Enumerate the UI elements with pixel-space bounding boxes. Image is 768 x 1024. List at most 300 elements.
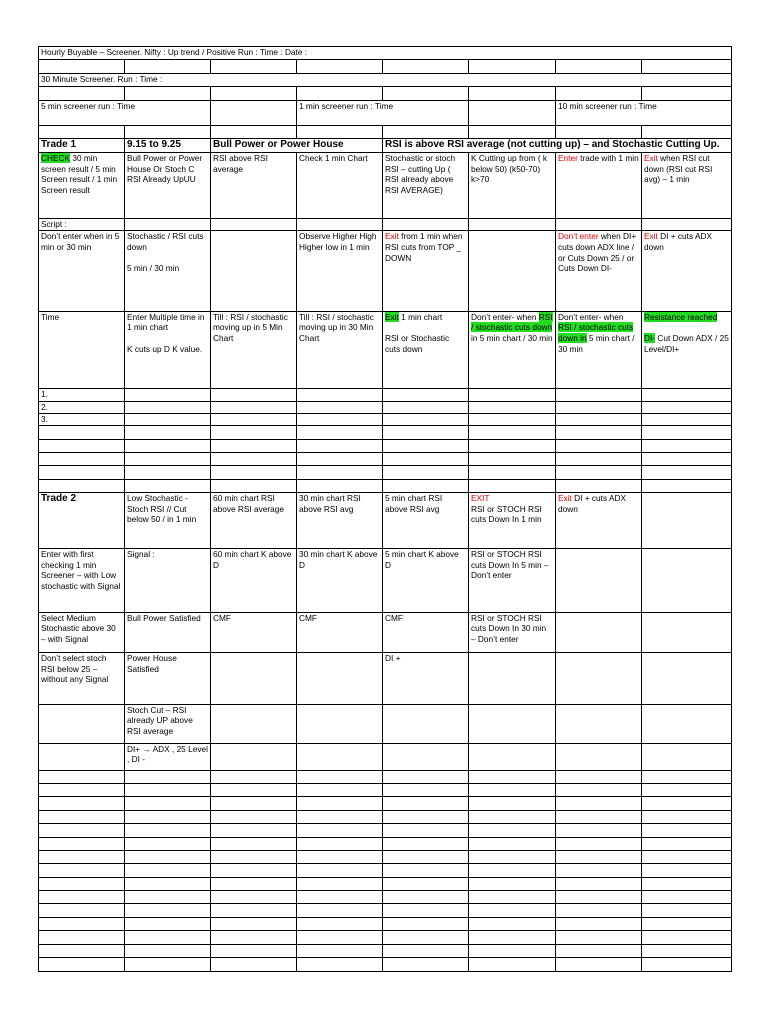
exit-1min-cell: [469, 493, 556, 549]
empty-cell: [39, 944, 125, 957]
exit-label: Exit: [558, 493, 572, 504]
row-number: 1.: [39, 389, 125, 401]
exit-label: Exit: [644, 231, 658, 242]
empty-cell: [556, 87, 642, 100]
empty-cell: [469, 653, 556, 705]
dont-enter-30min-cell: [556, 311, 642, 388]
empty-cell: [469, 87, 556, 100]
empty-cell: [211, 653, 297, 705]
empty-cell: [383, 126, 469, 138]
empty-cell: [642, 479, 732, 492]
empty-cell: [556, 704, 642, 743]
empty-cell: [383, 917, 469, 930]
empty-cell: [556, 864, 642, 877]
enter-first-check-cell: Enter with first checking 1 min Screener – with Low stochastic with Signal: [39, 548, 125, 612]
empty-cell: [125, 783, 211, 796]
empty-cell: [556, 917, 642, 930]
5min-rsi-cell: 5 min chart RSI above RSI avg: [383, 493, 469, 549]
empty-cell: [125, 944, 211, 957]
empty-cell: [556, 931, 642, 944]
empty-cell: [556, 439, 642, 452]
empty-cell: [39, 810, 125, 823]
empty-cell: [383, 770, 469, 783]
row-number: 3.: [39, 413, 125, 425]
dont-enter-text: when DI+ cuts down ADX line / or Cuts Down 25 / or Cuts Down DI-: [558, 231, 637, 274]
cmf-cell: CMF: [211, 612, 297, 652]
empty-cell: [125, 413, 211, 425]
empty-cell: [383, 389, 469, 401]
resistance-cell: [642, 311, 732, 388]
empty-cell: [211, 783, 297, 796]
trade1-bull-power: Bull Power or Power House: [211, 138, 383, 152]
empty-cell: [39, 783, 125, 796]
empty-cell: [125, 60, 211, 73]
screener-sheet: [38, 46, 732, 972]
rsi-cuts-5min-cell: RSI or STOCH RSI cuts Down In 5 min – Don’t enter: [469, 548, 556, 612]
empty-cell: [39, 904, 125, 917]
empty-cell: [383, 783, 469, 796]
row-number: 2.: [39, 401, 125, 413]
empty-cell: [642, 824, 732, 837]
empty-cell: [469, 439, 556, 452]
empty-cell: [383, 810, 469, 823]
empty-cell: [469, 466, 556, 479]
30min-rsi-cell: 30 min chart RSI above RSI avg: [297, 493, 383, 549]
30min-screener-header: 30 Minute Screener. Run : Time :: [39, 73, 732, 86]
empty-cell: [642, 219, 732, 231]
empty-cell: [125, 770, 211, 783]
till-5min-cell: Till : RSI / stochastic moving up in 5 Min Chart: [211, 311, 297, 388]
empty-cell: [211, 231, 297, 311]
empty-cell: [297, 453, 383, 466]
empty-cell: [297, 877, 383, 890]
empty-cell: [297, 743, 383, 770]
empty-cell: [211, 426, 297, 439]
empty-cell: [383, 479, 469, 492]
empty-cell: [297, 704, 383, 743]
check-text: 30 min screen result / 5 min Screen result / 1 min Screen result: [41, 153, 118, 195]
empty-cell: [642, 87, 732, 100]
empty-cell: [297, 783, 383, 796]
empty-cell: [556, 783, 642, 796]
empty-cell: [556, 426, 642, 439]
script-label: Script :: [39, 219, 125, 231]
empty-cell: [211, 413, 297, 425]
dont-enter-label: Don’t enter: [558, 231, 599, 242]
empty-cell: [383, 60, 469, 73]
empty-cell: [211, 60, 297, 73]
empty-cell: [556, 126, 642, 138]
empty-cell: [211, 931, 297, 944]
empty-cell: [211, 389, 297, 401]
empty-cell: [469, 60, 556, 73]
select-medium-stochastic-cell: Select Medium Stochastic above 30 – with Signal: [39, 612, 125, 652]
empty-cell: [125, 864, 211, 877]
empty-cell: [642, 743, 732, 770]
empty-cell: [469, 126, 556, 138]
empty-cell: [125, 891, 211, 904]
empty-cell: [297, 810, 383, 823]
empty-cell: [383, 931, 469, 944]
empty-cell: [469, 704, 556, 743]
empty-cell: [469, 413, 556, 425]
trade1-time-window: 9.15 to 9.25: [125, 138, 211, 152]
exit-label: Exit: [644, 153, 658, 164]
rsi-cuts-highlight: RSI / stochastic cuts down in: [558, 322, 634, 344]
dont-enter-text: Don’t enter- when: [558, 311, 624, 322]
exit-text: RSI or STOCH RSI cuts Down In 1 min: [471, 503, 542, 525]
empty-cell: [211, 87, 297, 100]
empty-cell: [125, 824, 211, 837]
check-1min-cell: Check 1 min Chart: [297, 153, 383, 219]
empty-cell: [125, 850, 211, 863]
empty-cell: [469, 426, 556, 439]
empty-cell: [297, 466, 383, 479]
empty-cell: [383, 877, 469, 890]
empty-cell: [383, 824, 469, 837]
empty-cell: [556, 653, 642, 705]
empty-cell: [556, 770, 642, 783]
empty-cell: [211, 100, 297, 126]
empty-cell: [469, 401, 556, 413]
bull-power-cell: Bull Power or Power House Or Stoch C RSI Already UpUU: [125, 153, 211, 219]
60min-rsi-cell: 60 min chart RSI above RSI average: [211, 493, 297, 549]
empty-cell: [556, 797, 642, 810]
empty-cell: [556, 877, 642, 890]
empty-cell: [383, 837, 469, 850]
empty-cell: [642, 439, 732, 452]
empty-cell: [642, 931, 732, 944]
empty-cell: [642, 837, 732, 850]
empty-cell: [211, 453, 297, 466]
di-plus-cell: DI +: [383, 653, 469, 705]
empty-cell: [297, 479, 383, 492]
dont-enter-5min-cell: [469, 311, 556, 388]
empty-cell: [556, 612, 642, 652]
empty-cell: [211, 797, 297, 810]
empty-cell: [125, 931, 211, 944]
timeframe-text: in 5 min chart / 30 min: [471, 333, 553, 344]
empty-cell: [469, 904, 556, 917]
time-label: Time: [39, 311, 125, 388]
empty-cell: [211, 219, 297, 231]
empty-cell: [556, 904, 642, 917]
empty-cell: [297, 797, 383, 810]
empty-cell: [125, 797, 211, 810]
empty-cell: [211, 743, 297, 770]
signal-label: Signal :: [125, 548, 211, 612]
empty-cell: [383, 401, 469, 413]
observe-higher-high-cell: Observe Higher High Higher low in 1 min: [297, 231, 383, 311]
trade1-rsi-heading: RSI is above RSI average (not cutting up) – and Stochastic Cutting Up.: [383, 138, 732, 152]
empty-cell: [469, 479, 556, 492]
empty-cell: [642, 653, 732, 705]
empty-cell: [39, 958, 125, 972]
empty-cell: [642, 612, 732, 652]
empty-cell: [469, 743, 556, 770]
empty-cell: [297, 426, 383, 439]
empty-cell: [297, 389, 383, 401]
empty-cell: [211, 837, 297, 850]
empty-cell: [211, 126, 297, 138]
empty-cell: [642, 770, 732, 783]
empty-cell: [211, 824, 297, 837]
exit-label: Exit: [385, 231, 399, 242]
empty-cell: [125, 877, 211, 890]
empty-cell: [556, 944, 642, 957]
empty-cell: [211, 770, 297, 783]
empty-cell: [469, 850, 556, 863]
empty-cell: [642, 126, 732, 138]
empty-cell: [642, 493, 732, 549]
empty-cell: [556, 479, 642, 492]
exit-di-cell: [642, 231, 732, 311]
empty-cell: [469, 917, 556, 930]
empty-cell: [383, 87, 469, 100]
empty-cell: [642, 413, 732, 425]
empty-cell: [211, 917, 297, 930]
empty-cell: [211, 466, 297, 479]
cmf-cell: CMF: [383, 612, 469, 652]
10min-screener-header: 10 min screener run : Time: [556, 100, 732, 126]
empty-cell: [39, 824, 125, 837]
empty-cell: [211, 891, 297, 904]
empty-cell: [125, 810, 211, 823]
empty-cell: [642, 389, 732, 401]
empty-cell: [469, 837, 556, 850]
empty-cell: [297, 931, 383, 944]
empty-cell: [297, 87, 383, 100]
empty-cell: [125, 958, 211, 972]
empty-cell: [469, 219, 556, 231]
empty-cell: [556, 453, 642, 466]
empty-cell: [39, 877, 125, 890]
empty-cell: [556, 837, 642, 850]
empty-cell: [125, 453, 211, 466]
empty-cell: [125, 479, 211, 492]
empty-cell: [556, 466, 642, 479]
empty-cell: [469, 231, 556, 311]
check-highlight: CHECK: [41, 153, 71, 164]
empty-cell: [469, 783, 556, 796]
empty-cell: [297, 837, 383, 850]
empty-cell: [39, 931, 125, 944]
empty-cell: [642, 850, 732, 863]
rsi-cuts-text: RSI or Stochastic cuts down: [385, 333, 450, 354]
empty-cell: [642, 891, 732, 904]
exit-label: EXIT: [471, 493, 490, 504]
rsi-cuts-highlight: RSI / stochastic cuts down: [471, 311, 553, 333]
empty-cell: [642, 401, 732, 413]
empty-cell: [383, 466, 469, 479]
empty-cell: [383, 219, 469, 231]
empty-cell: [125, 837, 211, 850]
trade2-title: Trade 2: [39, 493, 125, 549]
empty-cell: [297, 864, 383, 877]
exit-text: 1 min chart: [398, 311, 443, 322]
empty-cell: [556, 891, 642, 904]
empty-cell: [469, 797, 556, 810]
empty-cell: [39, 797, 125, 810]
empty-cell: [383, 453, 469, 466]
empty-cell: [39, 891, 125, 904]
empty-cell: [469, 824, 556, 837]
empty-cell: [211, 704, 297, 743]
empty-cell: [211, 401, 297, 413]
exit-rsi-cell: [642, 153, 732, 219]
empty-cell: [383, 958, 469, 972]
empty-cell: [469, 877, 556, 890]
exit-text: from 1 min when RSI cuts from TOP _ DOWN: [385, 231, 463, 263]
stoch-timeframe-text: 5 min / 30 min: [127, 263, 180, 274]
empty-cell: [642, 704, 732, 743]
empty-cell: [642, 783, 732, 796]
empty-cell: [39, 426, 125, 439]
empty-cell: [125, 917, 211, 930]
enter-label: Enter: [558, 153, 578, 164]
empty-cell: [556, 60, 642, 73]
empty-cell: [39, 87, 125, 100]
60min-k-above-d-cell: 60 min chart K above D: [211, 548, 297, 612]
exit-text: when RSI cut down (RSI cut RSI avg) – 1 min: [644, 153, 713, 185]
empty-cell: [39, 837, 125, 850]
empty-cell: [383, 864, 469, 877]
rsi-above-average-cell: RSI above RSI average: [211, 153, 297, 219]
empty-cell: [125, 439, 211, 452]
hourly-screener-header: Hourly Buyable – Screener. Nifty : Up trend / Positive Run : Time : Date :: [39, 47, 732, 60]
empty-cell: [469, 958, 556, 972]
empty-cell: [383, 797, 469, 810]
empty-cell: [211, 864, 297, 877]
empty-cell: [125, 126, 211, 138]
stoch-cuts-text: Stochastic / RSI cuts down: [127, 231, 204, 253]
enter-trade-cell: [556, 153, 642, 219]
stochastic-cuts-down-cell: [125, 231, 211, 311]
check-screen-result: [39, 153, 125, 219]
empty-cell: [39, 126, 125, 138]
exit-di-cell: [556, 493, 642, 549]
empty-cell: [297, 126, 383, 138]
cmf-cell: CMF: [297, 612, 383, 652]
empty-cell: [39, 850, 125, 863]
empty-cell: [39, 439, 125, 452]
empty-cell: [642, 904, 732, 917]
empty-cell: [383, 426, 469, 439]
resistance-highlight: Resistance reached: [644, 311, 718, 322]
empty-cell: [125, 426, 211, 439]
empty-cell: [556, 389, 642, 401]
empty-cell: [39, 704, 125, 743]
empty-cell: [642, 944, 732, 957]
empty-cell: [383, 891, 469, 904]
empty-cell: [297, 824, 383, 837]
empty-cell: [211, 958, 297, 972]
dont-select-stoch-cell: Don’t select stoch RSI below 25 – without any Signal: [39, 653, 125, 705]
empty-cell: [297, 958, 383, 972]
empty-cell: [556, 824, 642, 837]
empty-cell: [297, 439, 383, 452]
empty-cell: [125, 389, 211, 401]
empty-cell: [125, 466, 211, 479]
empty-cell: [39, 917, 125, 930]
empty-cell: [297, 60, 383, 73]
empty-cell: [39, 479, 125, 492]
di-adx-level-cell: DI+ → ADX , 25 Level , DI -: [125, 743, 211, 770]
30min-k-above-d-cell: 30 min chart K above D: [297, 548, 383, 612]
empty-cell: [556, 401, 642, 413]
empty-cell: [556, 850, 642, 863]
exit-text: DI + cuts ADX down: [644, 231, 713, 253]
empty-cell: [642, 877, 732, 890]
empty-cell: [642, 958, 732, 972]
empty-cell: [642, 797, 732, 810]
empty-cell: [297, 944, 383, 957]
empty-cell: [642, 453, 732, 466]
timeframe-text: 5 min chart / 30 min: [558, 333, 635, 354]
empty-cell: [39, 453, 125, 466]
5min-k-above-d-cell: 5 min chart K above D: [383, 548, 469, 612]
enter-text: trade with 1 min: [577, 153, 639, 164]
enter-multiple-cell: [125, 311, 211, 388]
empty-cell: [297, 219, 383, 231]
stochastic-cutting-up-cell: Stochastic or stoch RSI – cutting Up ( RSI already above RSI AVERAGE): [383, 153, 469, 219]
trade1-title: Trade 1: [39, 138, 125, 152]
empty-cell: [297, 401, 383, 413]
empty-cell: [297, 653, 383, 705]
dont-enter-di-cell: [556, 231, 642, 311]
empty-cell: [642, 864, 732, 877]
empty-cell: [39, 743, 125, 770]
empty-cell: [39, 60, 125, 73]
empty-cell: [125, 401, 211, 413]
stoch-cut-rsi-cell: Stoch Cut – RSI already UP above RSI average: [125, 704, 211, 743]
empty-cell: [39, 770, 125, 783]
exit-1min-chart-cell: [383, 311, 469, 388]
empty-cell: [211, 904, 297, 917]
bull-power-satisfied-cell: Bull Power Satisfied: [125, 612, 211, 652]
exit-text: DI + cuts ADX down: [558, 493, 627, 514]
empty-cell: [469, 389, 556, 401]
empty-cell: [469, 944, 556, 957]
low-stochastic-cell: Low Stochastic - Stoch RSI // Cut below 50 / in 1 min: [125, 493, 211, 549]
rsi-cuts-30min-cell: RSI or STOCH RSI cuts Down In 30 min – Don’t enter: [469, 612, 556, 652]
empty-cell: [211, 479, 297, 492]
power-house-satisfied-cell: Power House Satisfied: [125, 653, 211, 705]
empty-cell: [211, 850, 297, 863]
empty-cell: [642, 548, 732, 612]
empty-cell: [469, 931, 556, 944]
empty-cell: [556, 548, 642, 612]
till-30min-cell: Till : RSI / stochastic moving up in 30 Min Chart: [297, 311, 383, 388]
empty-cell: [125, 87, 211, 100]
empty-cell: [383, 704, 469, 743]
enter-multiple-text: Enter Multiple time in 1 min chart: [127, 311, 205, 333]
empty-cell: [297, 891, 383, 904]
exit-highlight: Exit: [385, 311, 399, 322]
empty-cell: [642, 810, 732, 823]
empty-cell: [383, 439, 469, 452]
empty-cell: [211, 944, 297, 957]
empty-cell: [211, 439, 297, 452]
empty-cell: [39, 864, 125, 877]
dont-enter-cell: Don’t enter when in 5 min or 30 min: [39, 231, 125, 311]
empty-cell: [469, 100, 556, 126]
empty-cell: [469, 770, 556, 783]
empty-cell: [642, 426, 732, 439]
empty-cell: [469, 453, 556, 466]
empty-cell: [125, 219, 211, 231]
empty-cell: [642, 917, 732, 930]
